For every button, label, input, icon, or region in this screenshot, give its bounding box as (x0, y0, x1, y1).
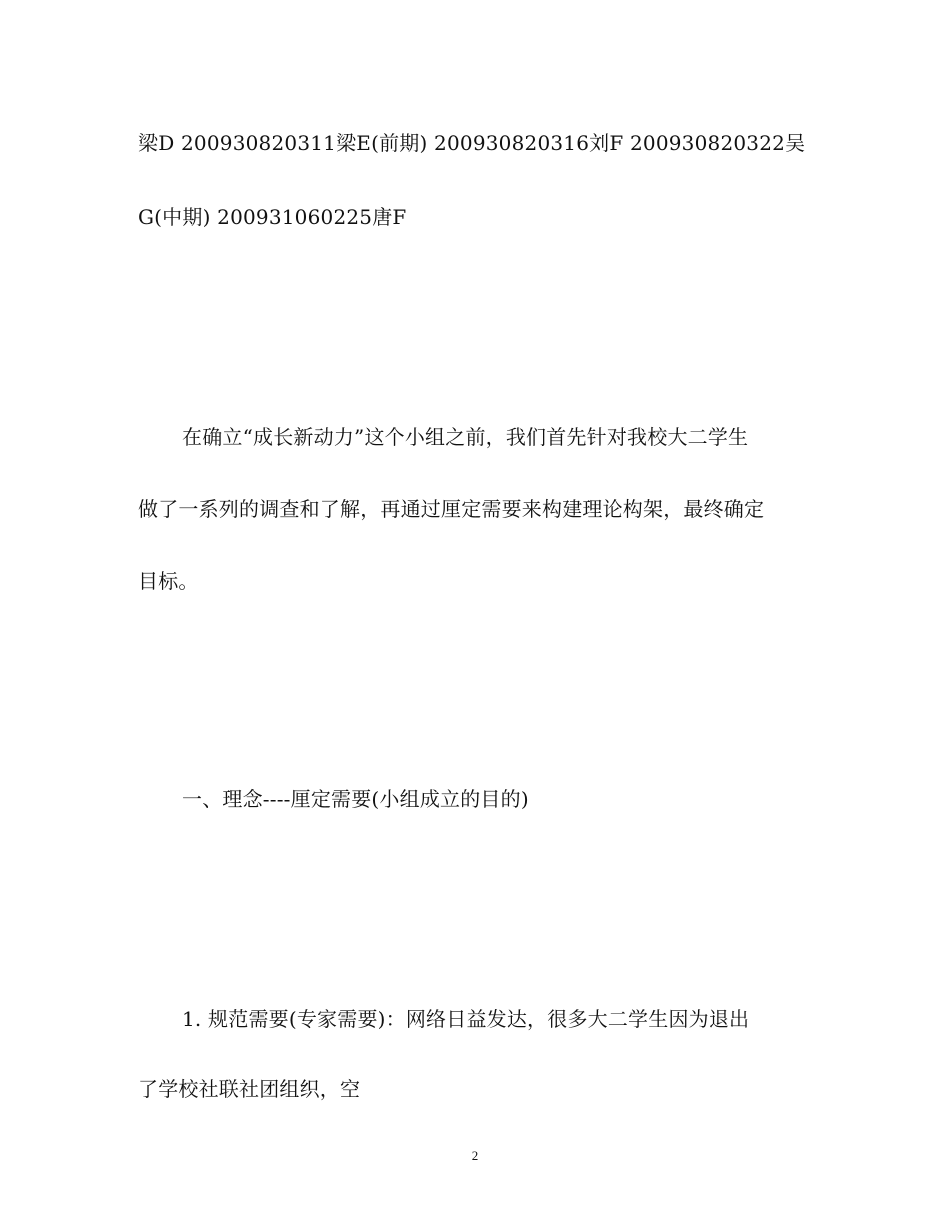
paragraph-2-line-1: 1. 规范需要(专家需要)：网络日益发达，很多大二学生因为退出 (182, 1007, 750, 1031)
paragraph-1-line-1: 在确立“成长新动力”这个小组之前，我们首先针对我校大二学生 (182, 425, 749, 449)
paragraph-1-line-3: 目标。 (138, 569, 199, 593)
member-list-line-2: G(中期) 200931060225唐F (138, 205, 407, 229)
member-list-line-1: 梁D 200930820311梁E(前期) 200930820316刘F 200930820322吴 (138, 131, 806, 155)
paragraph-1-line-2: 做了一系列的调查和了解，再通过厘定需要来构建理论构架，最终确定 (138, 497, 765, 521)
section-heading: 一、理念----厘定需要(小组成立的目的) (182, 787, 529, 811)
paragraph-2-line-2: 了学校社联社团组织，空 (138, 1077, 361, 1101)
page-number: 2 (471, 1148, 479, 1163)
